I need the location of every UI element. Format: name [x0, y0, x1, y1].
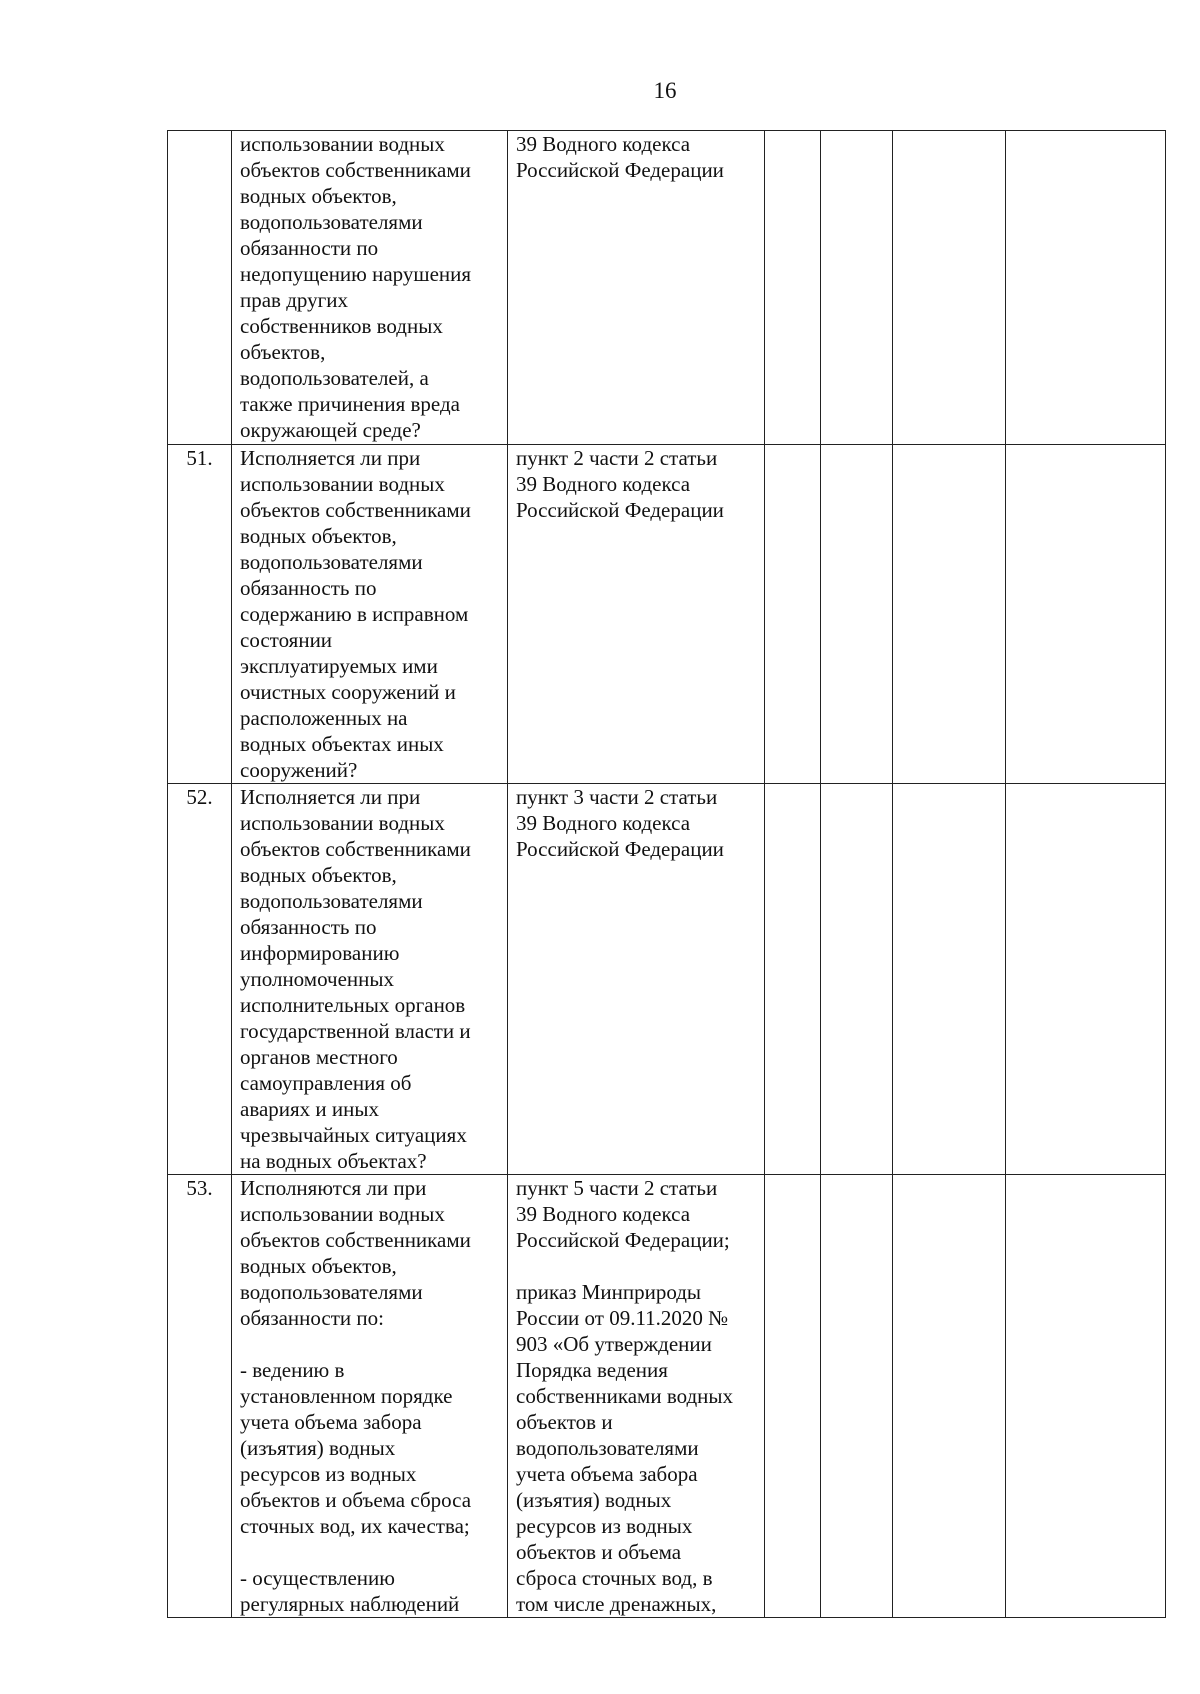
row-number-cell: 53.	[168, 1175, 232, 1618]
answer-cell-4	[1006, 131, 1166, 445]
answer-cell-3	[893, 1175, 1006, 1618]
answer-cell-3	[893, 445, 1006, 784]
table-row	[168, 445, 1166, 784]
table-row	[168, 131, 1166, 445]
answer-cell-3	[893, 131, 1006, 445]
answer-cell-1	[765, 131, 821, 445]
table-row	[168, 1175, 1166, 1618]
legal-basis-cell: пункт 3 части 2 статьи 39 Водного кодекса Российской Федерации	[508, 784, 765, 1175]
row-number-cell	[168, 131, 232, 445]
legal-basis-cell: пункт 5 части 2 статьи 39 Водного кодекса Российской Федерации; приказ Минприроды России от 09.11.2020 № 903 «Об утверждении Порядка ведения собственниками водных объектов и водопользователями учета объема забора (изъятия) водных ресурсов из водных объектов и объема сброса сточных вод, в том числе дренажных,	[508, 1175, 765, 1618]
table-row	[168, 784, 1166, 1175]
answer-cell-2	[821, 131, 893, 445]
legal-basis-cell: пункт 2 части 2 статьи 39 Водного кодекса Российской Федерации	[508, 445, 765, 784]
legal-basis-cell: 39 Водного кодекса Российской Федерации	[508, 131, 765, 445]
answer-cell-1	[765, 445, 821, 784]
answer-cell-4	[1006, 445, 1166, 784]
answer-cell-3	[893, 784, 1006, 1175]
answer-cell-1	[765, 1175, 821, 1618]
page-number: 16	[653, 78, 677, 103]
answer-cell-2	[821, 445, 893, 784]
answer-cell-4	[1006, 784, 1166, 1175]
checklist-table	[167, 130, 1166, 1618]
question-cell: Исполняются ли при использовании водных объектов собственниками водных объектов, водопользователями обязанности по: - ведению в установленном порядке учета объема забора (изъятия) водных ресурсов из водных объектов и объема сброса сточных вод, их качества; - осуществлению регулярных наблюдений	[232, 1175, 508, 1618]
row-number-cell: 52.	[168, 784, 232, 1175]
answer-cell-2	[821, 1175, 893, 1618]
answer-cell-2	[821, 784, 893, 1175]
question-cell: Исполняется ли при использовании водных объектов собственниками водных объектов, водопользователями обязанность по информированию уполномоченных исполнительных органов государственной власти и органов местного самоуправления об авариях и иных чрезвычайных ситуациях на водных объектах?	[232, 784, 508, 1175]
question-cell: Исполняется ли при использовании водных объектов собственниками водных объектов, водопользователями обязанность по содержанию в исправном состоянии эксплуатируемых ими очистных сооружений и расположенных на водных объектах иных сооружений?	[232, 445, 508, 784]
row-number-cell: 51.	[168, 445, 232, 784]
question-cell: использовании водных объектов собственниками водных объектов, водопользователями обязанности по недопущению нарушения прав других собственников водных объектов, водопользователей, а также причинения вреда окружающей среде?	[232, 131, 508, 445]
answer-cell-4	[1006, 1175, 1166, 1618]
answer-cell-1	[765, 784, 821, 1175]
